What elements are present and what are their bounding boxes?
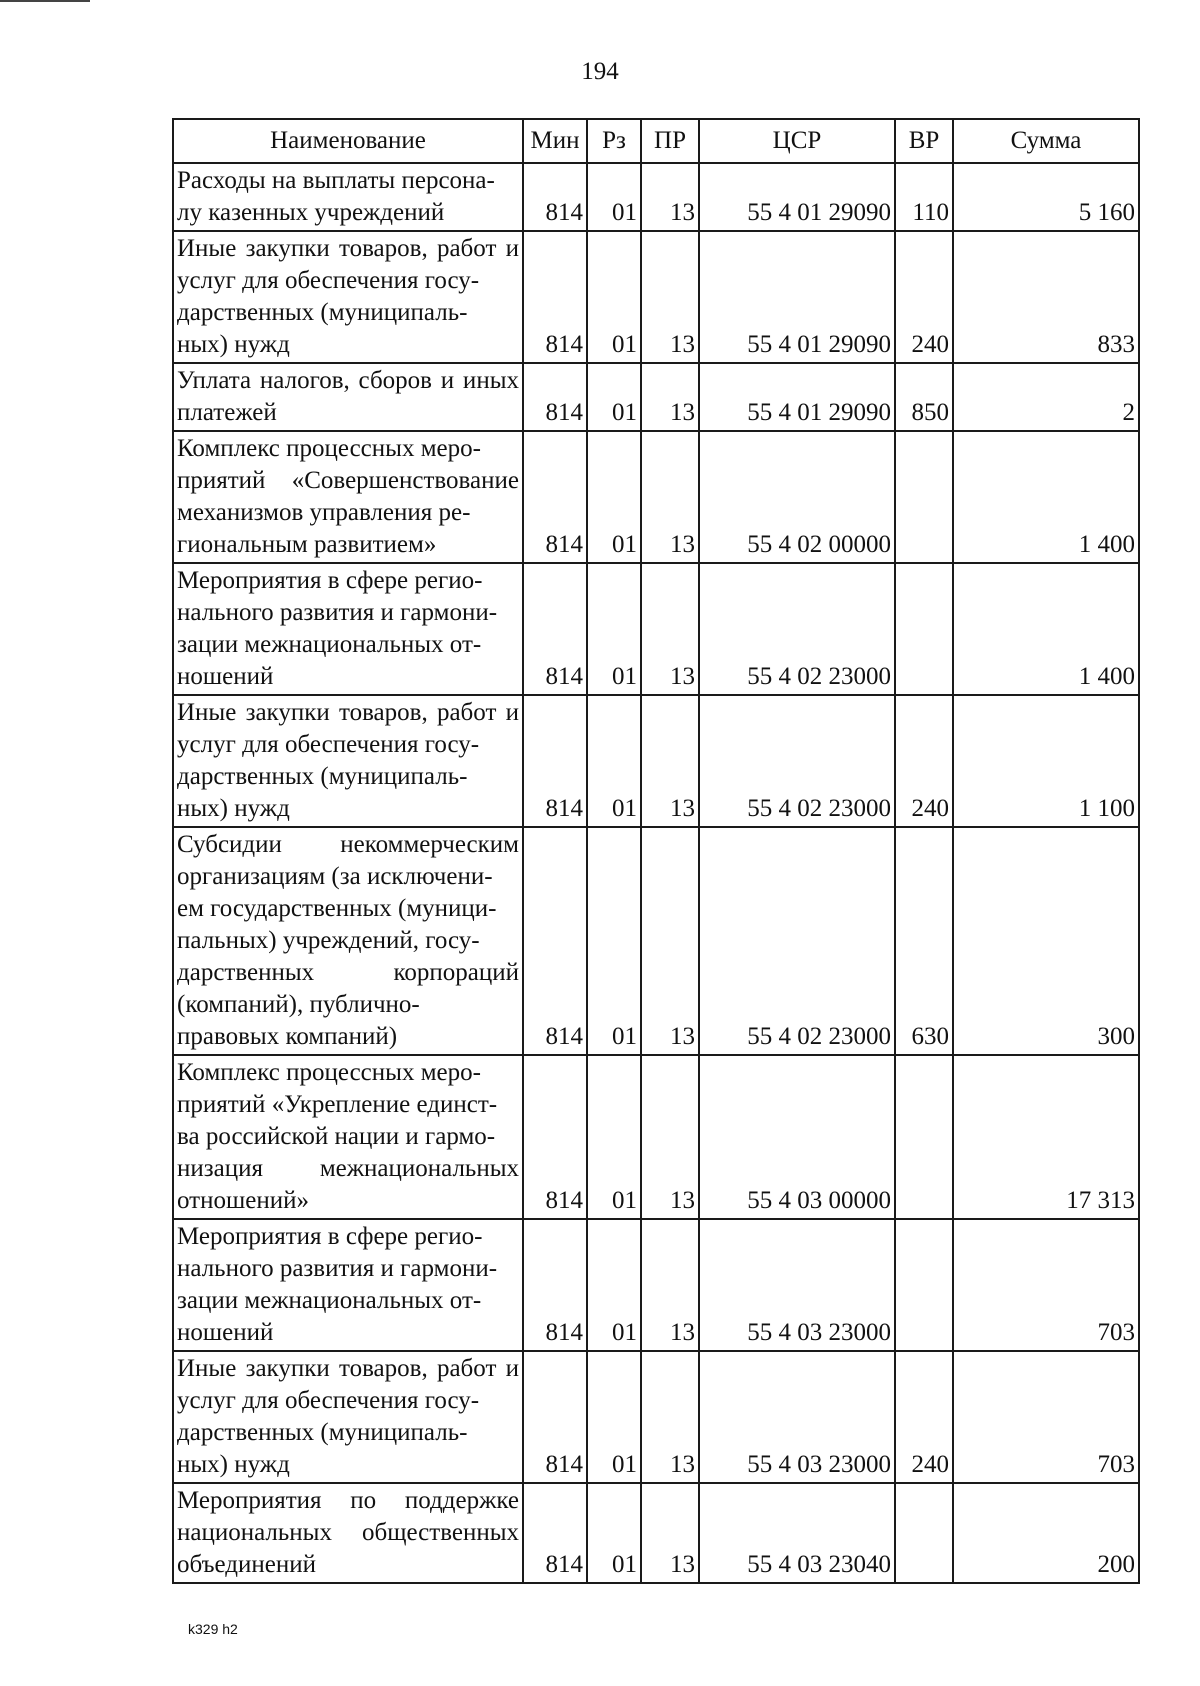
cell-name: Мероприятия в сфере регио- нального развития и гармони- зации межнациональных от- ношений	[173, 563, 523, 695]
cell-min: 814	[523, 1055, 587, 1219]
cell-pr: 13	[641, 1483, 699, 1583]
cell-min: 814	[523, 163, 587, 231]
cell-name: Расходы на выплаты персона- лу казенных учреждений	[173, 163, 523, 231]
cell-name: Уплата налогов, сборов и иных платежей	[173, 363, 523, 431]
cell-csr: 55 4 02 00000	[699, 431, 895, 563]
cell-csr: 55 4 03 23000	[699, 1351, 895, 1483]
cell-sum: 1 400	[953, 431, 1139, 563]
cell-csr: 55 4 01 29090	[699, 231, 895, 363]
cell-rz: 01	[587, 431, 641, 563]
scan-edge-mark	[0, 0, 90, 2]
cell-sum: 300	[953, 827, 1139, 1055]
cell-pr: 13	[641, 1351, 699, 1483]
cell-pr: 13	[641, 695, 699, 827]
cell-vr	[895, 1219, 953, 1351]
cell-rz: 01	[587, 1219, 641, 1351]
header-rz: Рз	[587, 119, 641, 163]
cell-name: Иные закупки товаров, работ и услуг для обеспечения госу- дарственных (муниципаль- ных) нужд	[173, 231, 523, 363]
cell-csr: 55 4 03 23040	[699, 1483, 895, 1583]
table-row	[173, 163, 1139, 231]
header-min: Мин	[523, 119, 587, 163]
cell-vr: 240	[895, 1351, 953, 1483]
cell-sum: 703	[953, 1219, 1139, 1351]
cell-vr	[895, 1055, 953, 1219]
table-row	[173, 1055, 1139, 1219]
cell-rz: 01	[587, 231, 641, 363]
cell-min: 814	[523, 1351, 587, 1483]
cell-csr: 55 4 01 29090	[699, 363, 895, 431]
cell-csr: 55 4 03 23000	[699, 1219, 895, 1351]
page-number: 194	[581, 58, 619, 85]
cell-min: 814	[523, 1219, 587, 1351]
table-row	[173, 563, 1139, 695]
cell-csr: 55 4 02 23000	[699, 563, 895, 695]
cell-rz: 01	[587, 1055, 641, 1219]
cell-rz: 01	[587, 1483, 641, 1583]
cell-name: Субсидии некоммерческим организациям (за исключени- ем государственных (муници- пальных) учреждений, госу- дарственных корпораций (компаний), публично- правовых компаний)	[173, 827, 523, 1055]
cell-min: 814	[523, 231, 587, 363]
table-row	[173, 431, 1139, 563]
header-csr: ЦСР	[699, 119, 895, 163]
cell-rz: 01	[587, 363, 641, 431]
cell-name: Иные закупки товаров, работ и услуг для обеспечения госу- дарственных (муниципаль- ных) нужд	[173, 695, 523, 827]
cell-sum: 5 160	[953, 163, 1139, 231]
cell-min: 814	[523, 1483, 587, 1583]
cell-pr: 13	[641, 1219, 699, 1351]
cell-vr	[895, 431, 953, 563]
cell-pr: 13	[641, 563, 699, 695]
header-name: Наименование	[173, 119, 523, 163]
cell-rz: 01	[587, 163, 641, 231]
cell-min: 814	[523, 695, 587, 827]
cell-min: 814	[523, 363, 587, 431]
cell-vr: 630	[895, 827, 953, 1055]
cell-csr: 55 4 01 29090	[699, 163, 895, 231]
cell-csr: 55 4 03 00000	[699, 1055, 895, 1219]
table-row	[173, 827, 1139, 1055]
header-vr: ВР	[895, 119, 953, 163]
cell-pr: 13	[641, 1055, 699, 1219]
table-row	[173, 1351, 1139, 1483]
cell-vr: 240	[895, 231, 953, 363]
table-row	[173, 231, 1139, 363]
header-pr: ПР	[641, 119, 699, 163]
cell-pr: 13	[641, 431, 699, 563]
cell-min: 814	[523, 431, 587, 563]
cell-vr: 850	[895, 363, 953, 431]
cell-pr: 13	[641, 827, 699, 1055]
cell-rz: 01	[587, 563, 641, 695]
cell-sum: 17 313	[953, 1055, 1139, 1219]
cell-name: Иные закупки товаров, работ и услуг для обеспечения госу- дарственных (муниципаль- ных) нужд	[173, 1351, 523, 1483]
cell-rz: 01	[587, 1351, 641, 1483]
table-header-row	[173, 119, 1139, 163]
cell-sum: 200	[953, 1483, 1139, 1583]
cell-pr: 13	[641, 363, 699, 431]
header-sum: Сумма	[953, 119, 1139, 163]
table-row	[173, 363, 1139, 431]
table-row	[173, 1483, 1139, 1583]
budget-table	[172, 118, 1140, 1584]
cell-name: Мероприятия по поддержке национальных общественных объединений	[173, 1483, 523, 1583]
cell-sum: 703	[953, 1351, 1139, 1483]
cell-name: Комплекс процессных меро- приятий «Укрепление единст- ва российской нации и гармо- низация межнациональных отношений»	[173, 1055, 523, 1219]
cell-min: 814	[523, 563, 587, 695]
cell-vr	[895, 1483, 953, 1583]
cell-sum: 833	[953, 231, 1139, 363]
cell-vr: 240	[895, 695, 953, 827]
cell-csr: 55 4 02 23000	[699, 695, 895, 827]
cell-vr	[895, 563, 953, 695]
cell-sum: 2	[953, 363, 1139, 431]
cell-sum: 1 100	[953, 695, 1139, 827]
cell-pr: 13	[641, 163, 699, 231]
cell-sum: 1 400	[953, 563, 1139, 695]
cell-name: Мероприятия в сфере регио- нального развития и гармони- зации межнациональных от- ношений	[173, 1219, 523, 1351]
table-body	[173, 163, 1139, 1583]
cell-name: Комплекс процессных меро- приятий «Совершенствование механизмов управления ре- гиональным развитием»	[173, 431, 523, 563]
cell-csr: 55 4 02 23000	[699, 827, 895, 1055]
cell-pr: 13	[641, 231, 699, 363]
cell-rz: 01	[587, 695, 641, 827]
table-row	[173, 1219, 1139, 1351]
table-row	[173, 695, 1139, 827]
cell-vr: 110	[895, 163, 953, 231]
footer-code: k329 h2	[188, 1621, 238, 1637]
cell-min: 814	[523, 827, 587, 1055]
cell-rz: 01	[587, 827, 641, 1055]
